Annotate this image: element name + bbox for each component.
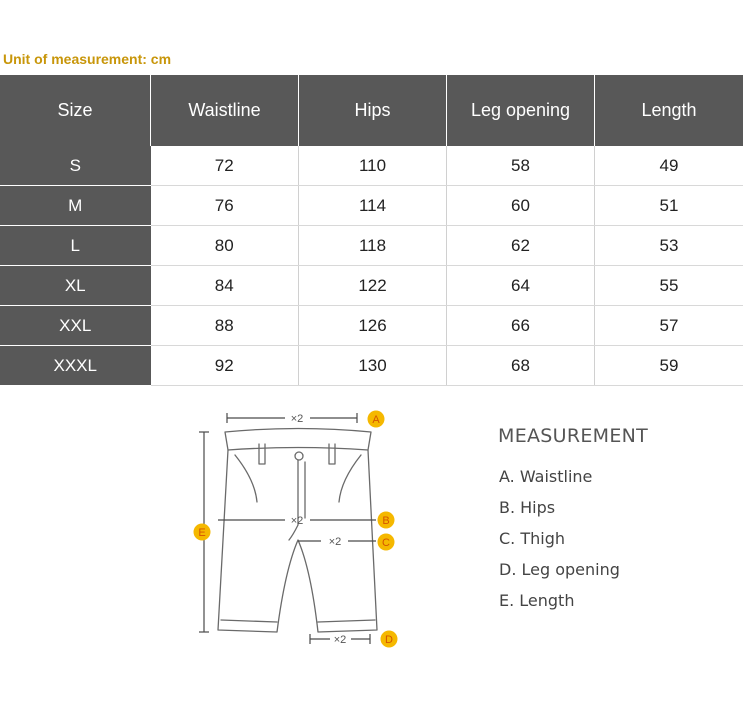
hips-cell: 126 <box>299 306 447 346</box>
hips-cell: 122 <box>299 266 447 306</box>
hips-cell: 114 <box>299 186 447 226</box>
waistline-cell: 76 <box>151 186 299 226</box>
table-row <box>0 346 743 386</box>
size-cell: M <box>0 186 151 226</box>
marker-b-label: B <box>382 515 390 527</box>
measurement-item-hips: B. Hips <box>499 498 556 517</box>
size-cell: S <box>0 146 151 186</box>
measurement-item-leg-opening: D. Leg opening <box>499 560 620 579</box>
header-waistline: Waistline <box>151 75 299 146</box>
measurement-item-length: E. Length <box>499 591 575 610</box>
size-cell: XL <box>0 266 151 306</box>
waistline-cell: 84 <box>151 266 299 306</box>
leg-opening-cell: 64 <box>447 266 595 306</box>
unit-of-measurement-label: Unit of measurement: cm <box>3 51 172 67</box>
leg-opening-cell: 62 <box>447 226 595 266</box>
marker-d-label: D <box>385 634 393 646</box>
waistline-cell: 72 <box>151 146 299 186</box>
length-cell: 49 <box>595 146 743 186</box>
table-row <box>0 266 743 306</box>
length-cell: 51 <box>595 186 743 226</box>
header-hips: Hips <box>299 75 447 146</box>
shorts-fly <box>289 460 298 540</box>
measurement-list <box>499 466 620 621</box>
marker-c-label: C <box>382 537 390 549</box>
leg-opening-cell: 58 <box>447 146 595 186</box>
table-row <box>0 186 743 226</box>
pocket-left <box>235 455 257 502</box>
waistline-cell: 92 <box>151 346 299 386</box>
hips-multiplier: ×2 <box>290 515 304 527</box>
leg-opening-cell: 68 <box>447 346 595 386</box>
shorts-waistband <box>225 429 371 451</box>
waist-multiplier: ×2 <box>290 413 304 425</box>
shorts-measurement-diagram <box>185 400 415 660</box>
measurement-item-waistline: A. Waistline <box>499 467 593 486</box>
header-leg-opening: Leg opening <box>447 75 595 146</box>
thigh-multiplier: ×2 <box>328 536 342 548</box>
header-size: Size <box>0 75 151 146</box>
measurement-item-thigh: C. Thigh <box>499 529 565 548</box>
table-row <box>0 226 743 266</box>
waist-button <box>295 452 303 460</box>
length-cell: 59 <box>595 346 743 386</box>
length-cell: 53 <box>595 226 743 266</box>
size-chart-table <box>0 75 743 386</box>
size-cell: L <box>0 226 151 266</box>
hips-cell: 110 <box>299 146 447 186</box>
hips-cell: 118 <box>299 226 447 266</box>
table-header-row <box>0 75 743 146</box>
hips-cell: 130 <box>299 346 447 386</box>
table-row <box>0 146 743 186</box>
belt-loop-left <box>259 444 265 464</box>
pocket-right <box>339 455 361 502</box>
leg-opening-multiplier: ×2 <box>333 634 347 646</box>
marker-e-label: E <box>198 527 206 539</box>
table-row <box>0 306 743 346</box>
leg-opening-cell: 66 <box>447 306 595 346</box>
size-cell: XXXL <box>0 346 151 386</box>
size-cell: XXL <box>0 306 151 346</box>
waistline-cell: 88 <box>151 306 299 346</box>
measurement-title: MEASUREMENT <box>498 425 649 447</box>
header-length: Length <box>595 75 743 146</box>
marker-a-label: A <box>372 414 380 426</box>
belt-loop-right <box>329 444 335 464</box>
length-cell: 57 <box>595 306 743 346</box>
length-cell: 55 <box>595 266 743 306</box>
waistline-cell: 80 <box>151 226 299 266</box>
leg-opening-cell: 60 <box>447 186 595 226</box>
